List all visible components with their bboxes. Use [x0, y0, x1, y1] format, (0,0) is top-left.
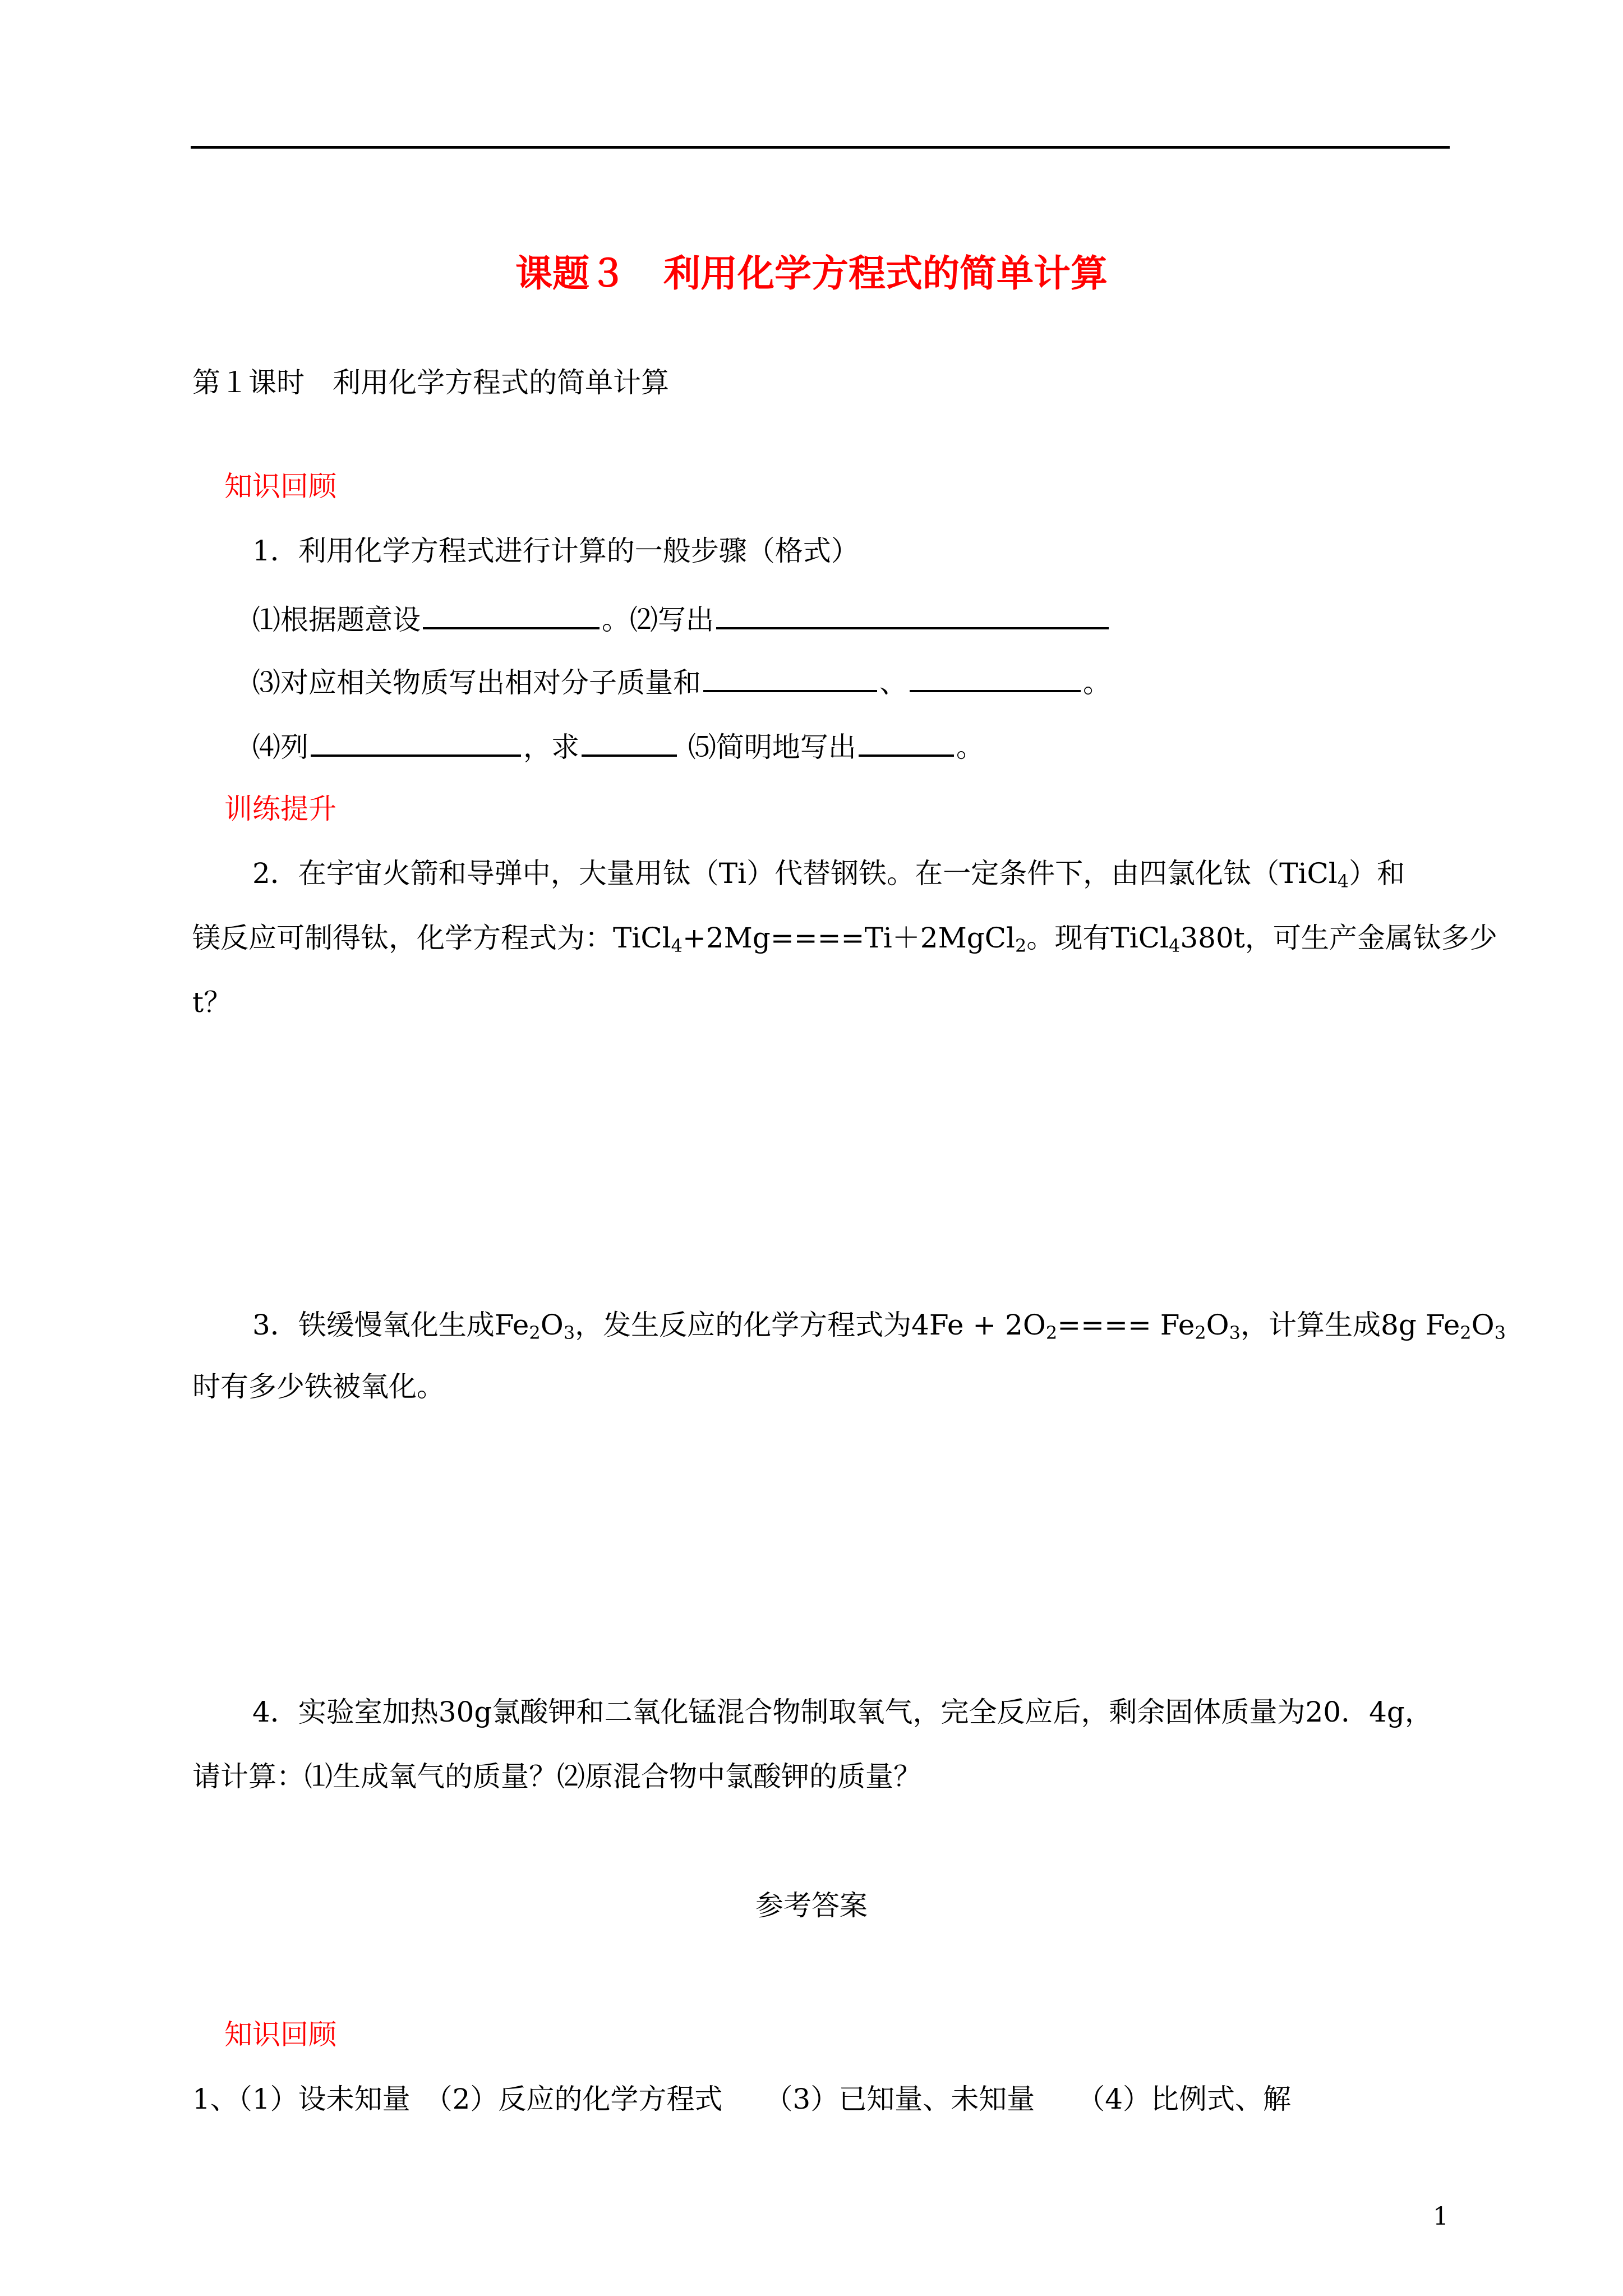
- q1-step4-text-c: ⑸简明地写出: [688, 731, 856, 763]
- q3-text: ==== Fe: [1057, 1309, 1195, 1341]
- q2-line-2-text-c: 。现有TiCl: [1026, 922, 1169, 954]
- q3-sub: 3: [563, 1322, 575, 1343]
- q2-line-1: [252, 855, 1405, 891]
- q1-step4-text-d: 。: [956, 731, 984, 763]
- section-review-heading: 知识回顾: [224, 470, 336, 503]
- lesson-heading: 第１课时 利用化学方程式的简单计算: [192, 366, 669, 399]
- q3-text: ，计算生成8g Fe: [1241, 1309, 1460, 1341]
- q3-sub: 2: [1195, 1322, 1206, 1343]
- q1-blank-7: [859, 726, 954, 757]
- q1-blank-2: [716, 599, 1109, 629]
- q1-step3-text-c: 。: [1083, 666, 1111, 699]
- q1-step3-text-a: ⑶对应相关物质写出相对分子质量和: [252, 666, 701, 699]
- q2-sub: 4: [671, 935, 683, 956]
- q2-line-1-text: 2．在宇宙火箭和导弹中，大量用钛（Ti）代替钢铁。在一定条件下，由四氯化钛（TiCl: [252, 857, 1338, 890]
- q3-text: O: [1206, 1309, 1229, 1341]
- page-number: 1: [1433, 2202, 1449, 2231]
- q2-line-2-text-d: 380t，可生产金属钛多少: [1180, 922, 1497, 954]
- q1-blank-1: [423, 599, 600, 629]
- q2-sub: 4: [1169, 935, 1181, 956]
- q3-sub: 2: [1045, 1322, 1058, 1343]
- q1-blank-3: [703, 662, 877, 692]
- q2-line-3: t？: [192, 986, 232, 1019]
- q4-line-2: 请计算：⑴生成氧气的质量？⑵原混合物中氯酸钾的质量？: [192, 1760, 921, 1793]
- q3-text: ，发生反应的化学方程式为4Fe + 2O: [575, 1309, 1046, 1341]
- q3-line-2: 时有多少铁被氧化。: [192, 1370, 445, 1403]
- q2-line-2-text-b: +2Mg====Ti＋2MgCl: [682, 922, 1016, 954]
- q2-line-1-end: ）和: [1349, 857, 1405, 890]
- section-practice-heading: 训练提升: [224, 793, 336, 825]
- q1-blank-4: [910, 662, 1081, 692]
- q2-line-2-text-a: 镁反应可制得钛，化学方程式为：TiCl: [192, 922, 671, 954]
- q1-step3-text-b: 、: [879, 666, 907, 699]
- q3-sub: 2: [529, 1322, 541, 1343]
- q1-blank-6: [582, 726, 677, 757]
- answer-1: 1、（1）设未知量 （2）反应的化学方程式 （3）已知量、未知量 （4）比例式、解: [192, 2083, 1292, 2115]
- q1-step3: [252, 662, 1111, 701]
- q1-step4-text-b: ，求: [523, 731, 579, 763]
- q3-text: O: [1471, 1309, 1495, 1341]
- page-title: 课题３ 利用化学方程式的简单计算: [515, 251, 1108, 295]
- q3-text: 3．铁缓慢氧化生成Fe: [252, 1309, 529, 1341]
- q3-sub: 3: [1494, 1322, 1506, 1343]
- q3-sub: 3: [1229, 1322, 1241, 1343]
- answers-review-heading: 知识回顾: [224, 2018, 336, 2051]
- q4-line-1: 4．实验室加热30g氯酸钾和二氧化锰混合物制取氧气，完全反应后，剩余固体质量为20．4g，: [252, 1696, 1433, 1728]
- q3-line-1: [252, 1307, 1506, 1343]
- q1-step1-text-a: ⑴根据题意设: [252, 604, 421, 636]
- q1-step1: [252, 599, 1111, 638]
- q3-text: O: [540, 1309, 564, 1341]
- q1-step4-text-a: ⑷列: [252, 731, 308, 763]
- q2-line-2: [192, 920, 1497, 956]
- q1-step1-text-b: 。⑵写出: [602, 604, 714, 636]
- answers-heading: 参考答案: [755, 1889, 868, 1922]
- q2-sub: 4: [1337, 871, 1349, 892]
- q1-blank-5: [311, 726, 521, 757]
- q2-sub: 2: [1015, 935, 1027, 956]
- header-rule: [191, 146, 1450, 149]
- q3-sub: 2: [1460, 1322, 1472, 1343]
- q1-stem: 1．利用化学方程式进行计算的一般步骤（格式）: [252, 535, 859, 567]
- q1-step4: [252, 726, 984, 765]
